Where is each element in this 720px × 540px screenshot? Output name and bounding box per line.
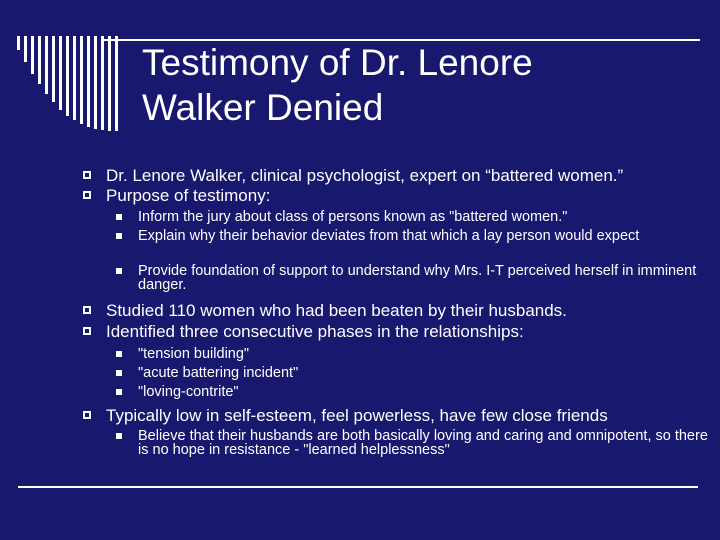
decor-bar [59,36,62,110]
hollow-square-bullet-icon [83,306,91,314]
list-item: "loving-contrite" [138,384,239,400]
footer-line [18,486,698,488]
decor-bar [38,36,41,84]
list-item: "tension building" [138,346,250,362]
list-item: Dr. Lenore Walker, clinical psychologist, expert on “battered women.” [106,166,624,185]
hollow-square-bullet-icon [83,191,91,199]
list-item: Typically low in self-esteem, feel powerless, have few close friends [106,406,608,425]
decor-bar [108,36,111,131]
list-item: Purpose of testimony: [106,186,271,205]
list-item: Explain why their behavior deviates from that which a lay person would expect [138,228,640,244]
decor-bar [101,36,104,130]
list-item: "acute battering incident" [138,365,299,381]
hollow-square-bullet-icon [83,327,91,335]
decor-bar [17,36,20,50]
decor-bar [80,36,83,124]
decor-bar [115,36,118,131]
decor-bar [94,36,97,129]
decor-bar [66,36,69,116]
square-bullet-icon [116,233,122,239]
list-item: Inform the jury about class of persons known as "battered women." [138,209,568,225]
list-item: Identified three consecutive phases in the relationships: [106,322,524,341]
decor-bar [31,36,34,74]
slide-title [142,40,702,130]
list-item: Provide foundation of support to understand why Mrs. I-T perceived herself in imminent danger. [138,263,697,293]
square-bullet-icon [116,389,122,395]
square-bullet-icon [116,268,122,274]
square-bullet-icon [116,214,122,220]
hollow-square-bullet-icon [83,171,91,179]
hollow-square-bullet-icon [83,411,91,419]
decor-bar [87,36,90,127]
square-bullet-icon [116,370,122,376]
list-item: Believe that their husbands are both basically loving and caring and omnipotent, so there is no hope in resistance - "learned helplessness" [138,428,708,458]
square-bullet-icon [116,433,122,439]
decor-bar [24,36,27,62]
decor-bar [52,36,55,102]
title-line-2: Walker Denied [142,87,384,128]
decor-bar [73,36,76,120]
list-item: Studied 110 women who had been beaten by their husbands. [106,301,567,320]
square-bullet-icon [116,351,122,357]
title-line-1: Testimony of Dr. Lenore [142,42,533,83]
decor-bar [45,36,48,94]
